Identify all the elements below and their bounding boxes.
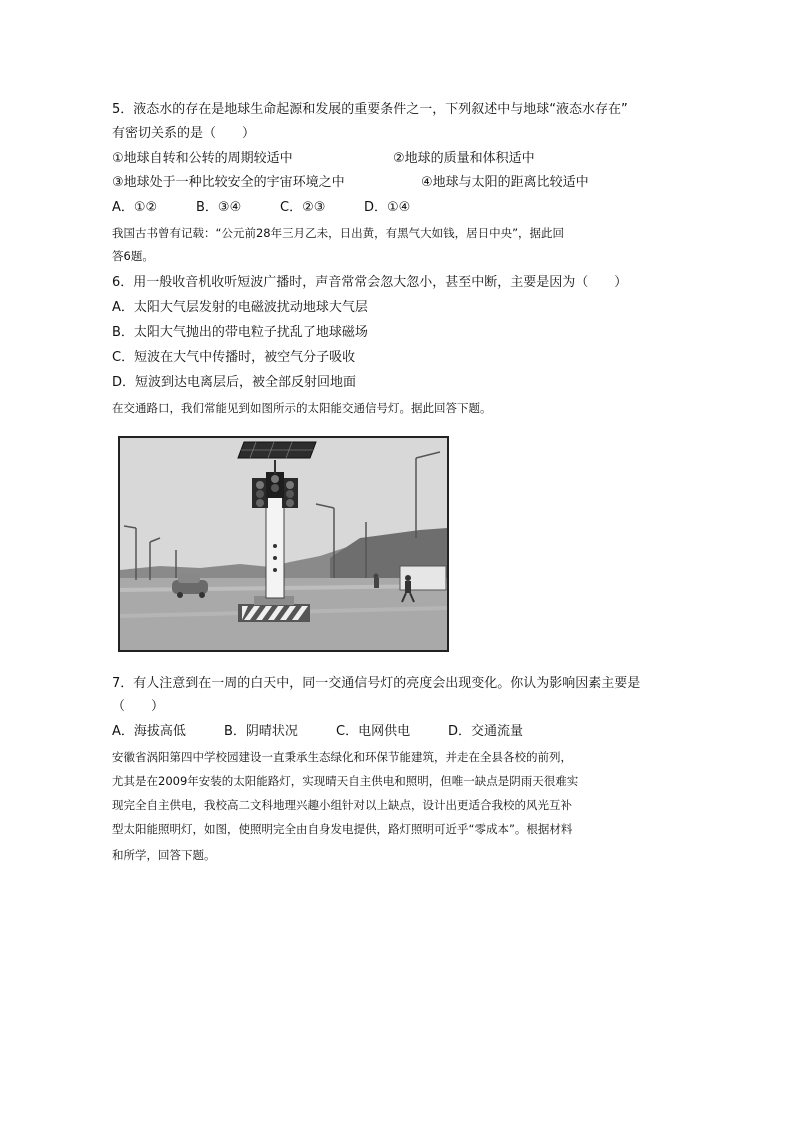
q7-option-a: A．海拔高低	[112, 724, 186, 739]
q7-option-b: B．阴晴状况	[224, 724, 298, 739]
q5-item-2: ②地球的质量和体积适中	[393, 151, 535, 166]
q5-stem-line2: 有密切关系的是（ ）	[112, 126, 256, 141]
q5-item-3: ③地球处于一种比较安全的宇宙环境之中	[112, 175, 345, 190]
q8-intro-line4: 型太阳能照明灯，如图，使照明完全由自身发电提供，路灯照明可近乎“零成本”。根据材料	[112, 822, 573, 836]
q5-option-a: A．①②	[112, 200, 158, 215]
q7-stem-line2: （ ）	[112, 699, 165, 714]
q5-option-d: D．①④	[364, 200, 411, 215]
q6-stem: 6．用一般收音机收听短波广播时，声音常常会忽大忽小，甚至中断，主要是因为（ ）	[112, 275, 628, 290]
q7-stem-line1: 7．有人注意到在一周的白天中，同一交通信号灯的亮度会出现变化。你认为影响因素主要是	[112, 676, 641, 691]
q6-intro-line2: 答6题。	[112, 249, 154, 263]
q5-item-4: ④地球与太阳的距离比较适中	[421, 175, 589, 190]
q5-option-b: B．③④	[196, 200, 242, 215]
q7-option-c: C．电网供电	[336, 724, 411, 739]
q8-intro-line5: 和所学，回答下题。	[112, 848, 216, 862]
q5-item-1: ①地球自转和公转的周期较适中	[112, 151, 293, 166]
q5-stem-line1: 5．液态水的存在是地球生命起源和发展的重要条件之一，下列叙述中与地球“液态水存在”	[112, 102, 628, 117]
q8-intro-line2: 尤其是在2009年安装的太阳能路灯，实现晴天自主供电和照明，但唯一缺点是阴雨天很难实	[112, 774, 579, 788]
q6-intro-line1: 我国古书曾有记载：“公元前28年三月乙未，日出黄，有黑气大如钱，居日中央”，据此回	[112, 226, 565, 240]
q6-option-b: B．太阳大气抛出的带电粒子扰乱了地球磁场	[112, 325, 368, 340]
q6-option-d: D．短波到达电离层后，被全部反射回地面	[112, 375, 357, 390]
q6-option-a: A．太阳大气层发射的电磁波扰动地球大气层	[112, 300, 368, 315]
q6-option-c: C．短波在大气中传播时，被空气分子吸收	[112, 350, 356, 365]
q8-intro-line3: 现完全自主供电，我校高二文科地理兴趣小组针对以上缺点，设计出更适合我校的风光互补	[112, 798, 572, 812]
solar-traffic-light-photo	[118, 436, 449, 652]
q5-option-c: C．②③	[280, 200, 326, 215]
q7-intro: 在交通路口，我们常能见到如图所示的太阳能交通信号灯。据此回答下题。	[112, 401, 492, 415]
q8-intro-line1: 安徽省涡阳第四中学校园建设一直秉承生态绿化和环保节能建筑，并走在全县各校的前列，	[112, 750, 572, 764]
q7-option-d: D．交通流量	[448, 724, 524, 739]
